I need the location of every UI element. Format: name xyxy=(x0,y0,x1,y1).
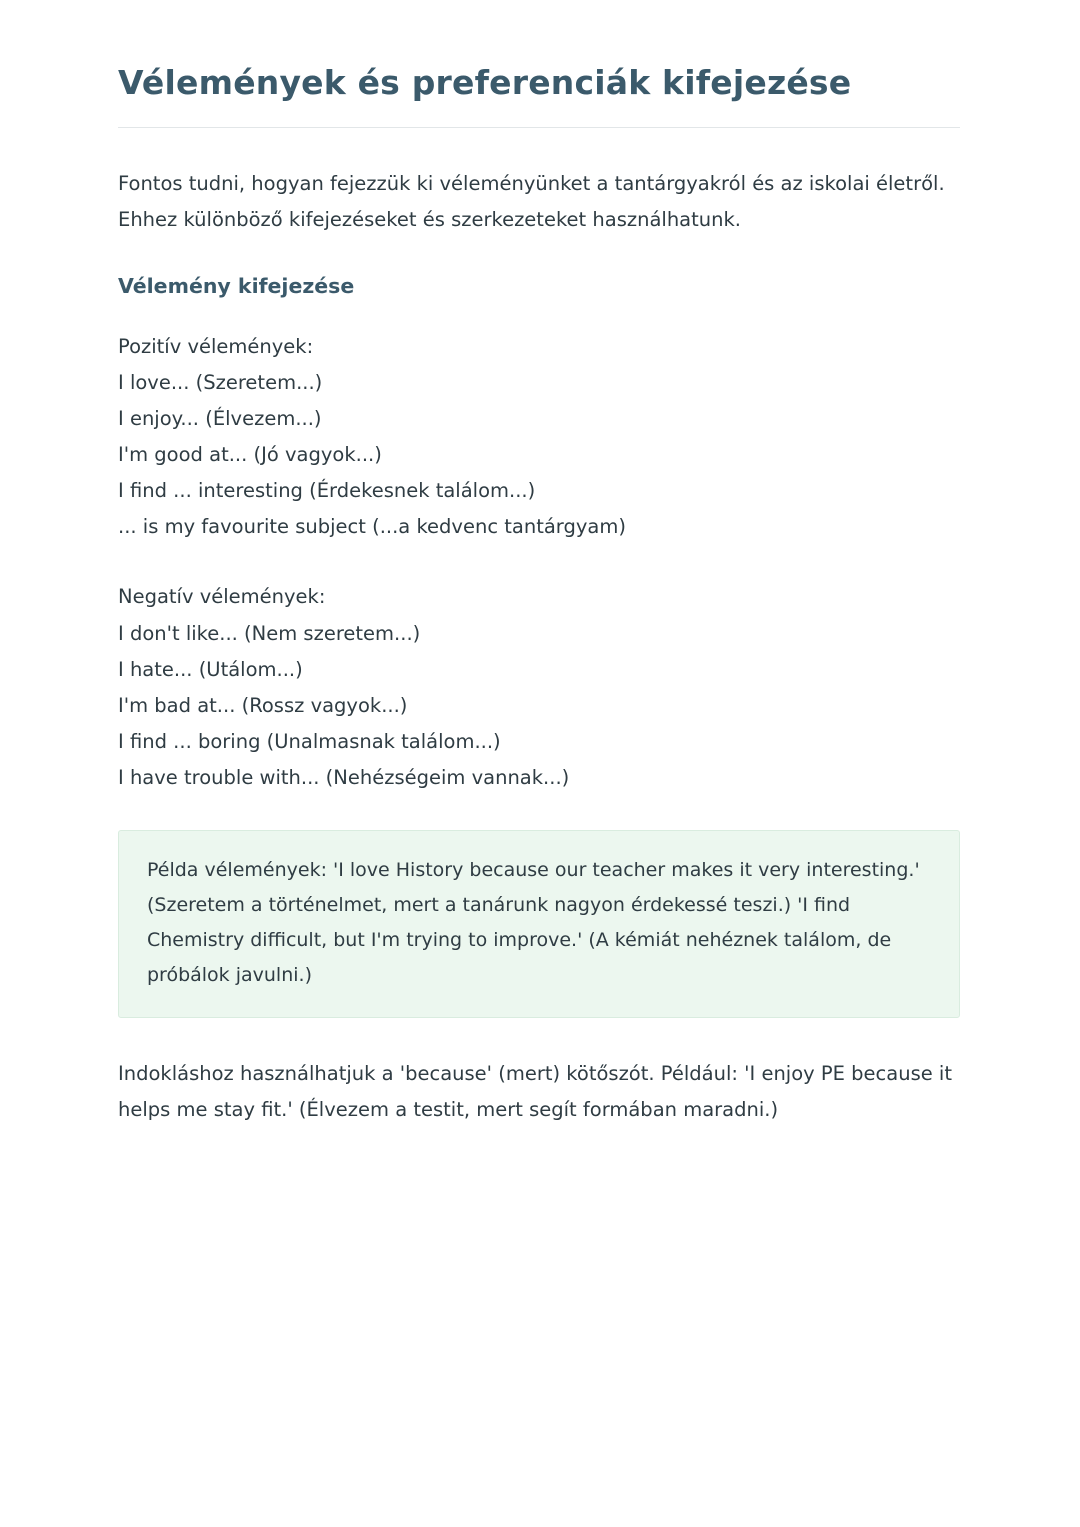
page-bottom-space xyxy=(118,1163,962,1463)
negative-label: Negatív vélemények: xyxy=(118,585,326,609)
negative-phrase: I hate... (Utálom...) xyxy=(118,657,303,681)
negative-phrase: I find ... boring (Unalmasnak találom...) xyxy=(118,729,501,753)
positive-phrase: I find ... interesting (Érdekesnek találom...) xyxy=(118,479,536,503)
positive-label: Pozitív vélemények: xyxy=(118,335,314,359)
intro-paragraph: Fontos tudni, hogyan fejezzük ki véleményünket a tantárgyakról és az iskolai életről. Ehhez különböző kifejezéseket és szerkezeteket használhatunk. xyxy=(118,172,945,232)
section-heading-opinion: Vélemény kifejezése xyxy=(118,274,355,299)
positive-phrase: I love... (Szeretem...) xyxy=(118,371,323,395)
closing-paragraph: Indokláshoz használhatjuk a 'because' (mert) kötőszót. Például: 'I enjoy PE because it helps me stay fit.' (Élvezem a testit, mert segít formában maradni.) xyxy=(118,1062,952,1122)
positive-phrase: I'm good at... (Jó vagyok...) xyxy=(118,443,382,467)
page-title: Vélemények és preferenciák kifejezése xyxy=(118,63,852,102)
positive-opinions-block xyxy=(118,329,962,545)
negative-phrase: I don't like... (Nem szeretem...) xyxy=(118,621,421,645)
negative-opinions-block xyxy=(118,579,962,795)
positive-phrase: ... is my favourite subject (...a kedvenc tantárgyam) xyxy=(118,515,626,539)
positive-phrase: I enjoy... (Élvezem...) xyxy=(118,407,322,431)
title-divider xyxy=(118,127,960,128)
example-callout-text: Példa vélemények: 'I love History because our teacher makes it very interesting.' (Szeretem a történelmet, mert a tanárunk nagyon érdekessé teszi.) 'I find Chemistry difficult, but I'm trying to improve.' (A kémiát nehéznek találom, de próbálok javulni.) xyxy=(147,858,920,987)
example-callout xyxy=(118,830,960,1019)
negative-phrase: I have trouble with... (Nehézségeim vannak...) xyxy=(118,765,570,789)
negative-phrase: I'm bad at... (Rossz vagyok...) xyxy=(118,693,408,717)
